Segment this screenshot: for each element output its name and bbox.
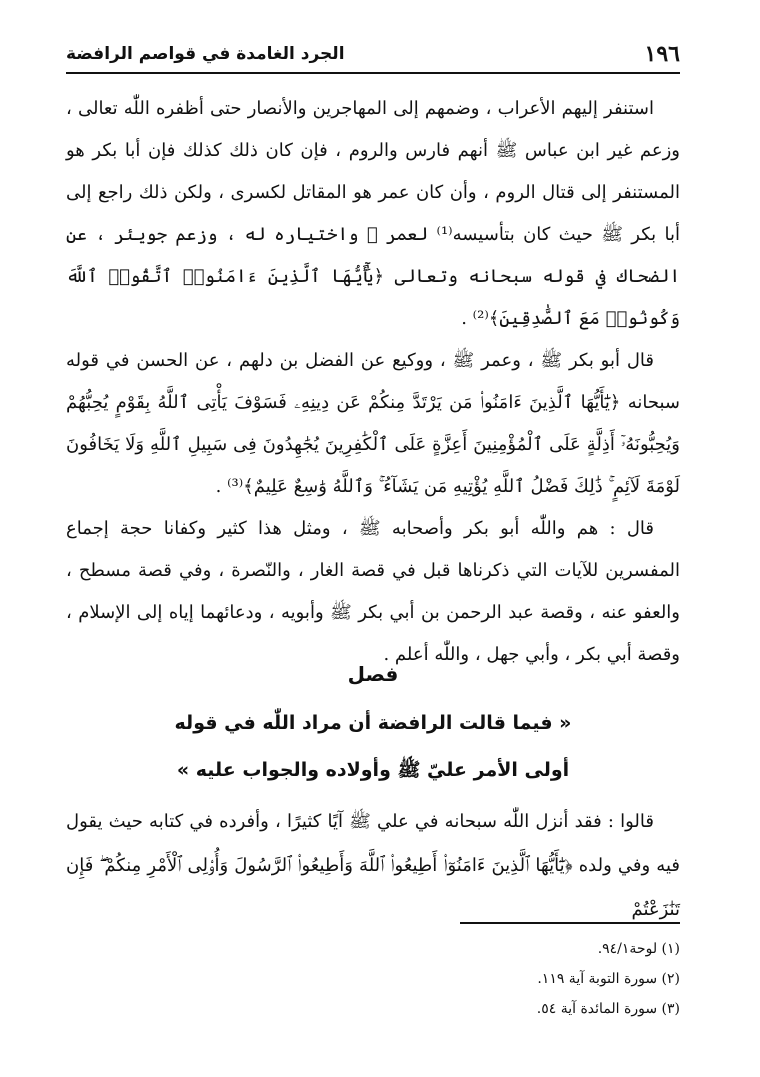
section-subtitle-line1: « فيما قالت الرافضة أن مراد اللّٰه في قوله [174, 712, 572, 734]
footnotes [300, 934, 680, 1024]
footnote-2: (٢) سورة التوبة آية ١١٩. [537, 971, 680, 987]
main-text [66, 88, 680, 676]
section-title: فصل [347, 662, 399, 686]
running-title: الجرد الغامدة في قواصم الرافضة [66, 44, 345, 64]
footnote-1: (١) لوحة٩٤/١. [597, 941, 680, 957]
paragraph-3: قال : هم واللّٰه أبو بكر وأصحابه ﷺ ، ومثل هذا كثير وكفانا حجة إجماع المفسرين للآيات التي ذكرناها قبل في قصة الغار ، والنّصرة ، وفي قصة مسطح ، والعفو عنه ، وقصة عبد الرحمن بن أبي بكر ﷺ وأبويه ، ودعائهما إياه إلى الإسلام ، وقصة أبي بكر ، وأبي جهل ، واللّٰه أعلم . [66, 518, 680, 665]
section-paragraph: قالوا : فقد أنزل اللّٰه سبحانه في علي ﷺ آيًا كثيرًا ، وأفرده في كتابه حيث يقول فيه وفي ولده ﴿يَٰٓأَيُّهَا ٱلَّذِينَ ءَامَنُوٓا۟ أَطِيعُوا۟ ٱللَّهَ وَأَطِيعُوا۟ ٱلرَّسُولَ وَأُو۟لِى ٱلْأَمْرِ مِنكُمْ ۖ فَإِن تَنَٰزَعْتُمْ [66, 811, 680, 920]
footnote-3: (٣) سورة المائدة آية ٥٤. [536, 1001, 680, 1017]
page-number: ١٩٦ [644, 41, 680, 67]
section-subtitle-line2: أولى الأمر عليّ ﷺ وأولاده والجواب عليه » [176, 759, 570, 781]
footnote-rule [460, 922, 680, 924]
header-rule [66, 72, 680, 74]
paragraph-2: قال أبو بكر ﷺ ، وعمر ﷺ ، ووكيع عن الفضل بن دلهم ، عن الحسن في قوله سبحانه ﴿يَٰٓأَيُّهَا ٱلَّذِينَ ءَامَنُوا۟ مَن يَرْتَدَّ مِنكُمْ عَن دِينِهِۦ فَسَوْفَ يَأْتِى ٱللَّهُ بِقَوْمٍ يُحِبُّهُمْ وَيُحِبُّونَهُۥٓ أَذِلَّةٍ عَلَى ٱلْمُؤْمِنِينَ أَعِزَّةٍ عَلَى ٱلْكَٰفِرِينَ يُجَٰهِدُونَ فِى سَبِيلِ ٱللَّهِ وَلَا يَخَافُونَ لَوْمَةَ لَآئِمٍ ۚ ذَٰلِكَ فَضْلُ ٱللَّهِ يُؤْتِيهِ مَن يَشَآءُ ۚ وَٱللَّهُ وَٰسِعٌ عَلِيمٌ﴾⁽³⁾ . [66, 350, 680, 497]
paragraph-1: استنفر إليهم الأعراب ، وضمهم إلى المهاجرين والأنصار حتى أظفره اللّٰه تعالى ، وزعم غير ابن عباس ﷺ أنهم فارس والروم ، فإن كان ذلك كذلك فإن أبا بكر هو المستنفر إلى قتال الروم ، وأن كان عمر هو المقاتل لكسرى ، ولكن ذلك راجع إلى أبا بكر ﷺ حيث كان بتأسيسه⁽¹⁾ لعمر ﷺ واختياره له ، وزعم جويئر ، عن الضحاك في قوله سبحانه وتعالى ﴿يَٰٓأَيُّهَا ٱلَّذِينَ ءَامَنُوا۟ ٱتَّقُوا۟ ٱللَّهَ وَكُونُوا۟ مَعَ ٱلصَّٰدِقِينَ﴾⁽²⁾ . [66, 98, 681, 329]
page-header [66, 38, 680, 70]
section-text [66, 800, 680, 932]
